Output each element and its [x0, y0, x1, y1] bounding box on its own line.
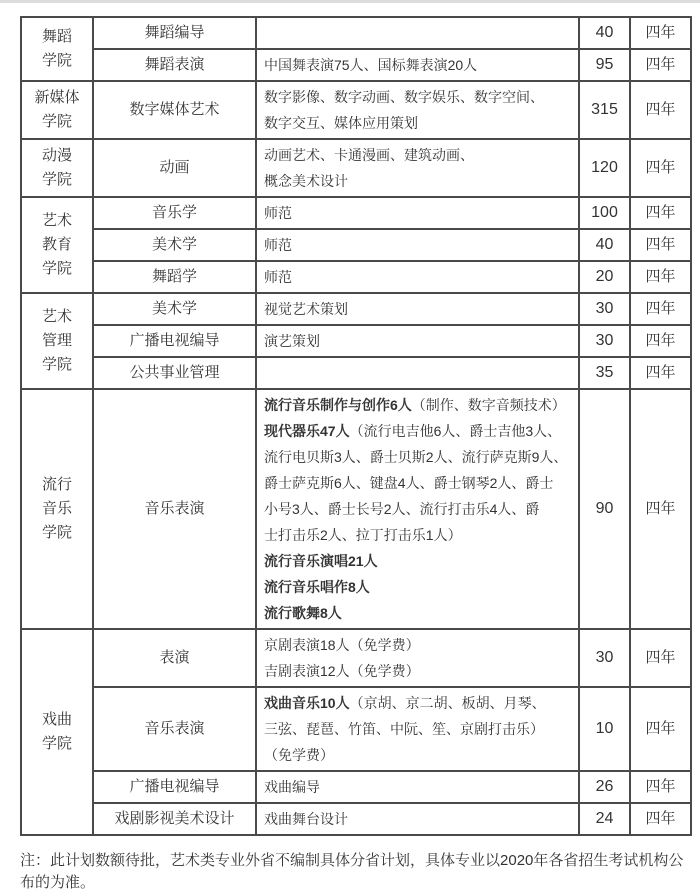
count-cell: 40 [579, 229, 630, 261]
count-cell: 24 [579, 803, 630, 835]
direction-segment: （京胡、京二胡、板胡、月琴、 [349, 695, 546, 711]
table-row [21, 49, 691, 81]
college-cell [21, 293, 93, 389]
college-cell [21, 197, 93, 293]
direction-segment: 爵士萨克斯6人、键盘4人、爵士钢琴2人、爵士 [264, 475, 554, 491]
duration-cell: 四年 [630, 357, 691, 389]
table-body [21, 17, 691, 835]
table-row [21, 197, 691, 229]
duration-cell: 四年 [630, 229, 691, 261]
direction-line [264, 200, 574, 226]
direction-segment: 流行电贝斯3人、爵士贝斯2人、流行萨克斯9人、 [264, 449, 568, 465]
direction-segment: 师范 [264, 237, 292, 253]
college-name-line: 舞蹈 [41, 28, 72, 45]
table-row [21, 17, 691, 49]
college-name-line: 学院 [41, 52, 72, 69]
direction-cell [256, 803, 579, 835]
direction-cell [256, 49, 579, 81]
direction-line [264, 632, 574, 658]
major-cell: 舞蹈学 [93, 261, 256, 293]
direction-line [264, 574, 574, 600]
count-cell: 100 [579, 197, 630, 229]
college-name-line: 学院 [41, 524, 72, 541]
duration-cell: 四年 [630, 389, 691, 629]
table-row [21, 629, 691, 687]
direction-cell [256, 17, 579, 49]
direction-cell [256, 261, 579, 293]
direction-line [264, 774, 574, 800]
direction-cell [256, 229, 579, 261]
duration-cell: 四年 [630, 81, 691, 139]
major-cell: 公共事业管理 [93, 357, 256, 389]
table-row [21, 389, 691, 629]
major-cell: 美术学 [93, 229, 256, 261]
direction-cell [256, 629, 579, 687]
major-cell: 舞蹈表演 [93, 49, 256, 81]
direction-segment-bold: 流行歌舞8人 [264, 605, 342, 621]
direction-cell [256, 325, 579, 357]
duration-cell: 四年 [630, 197, 691, 229]
table-row [21, 771, 691, 803]
major-cell: 戏剧影视美术设计 [93, 803, 256, 835]
direction-segment-bold: 流行音乐制作与创作6人 [264, 397, 412, 413]
direction-line [264, 742, 574, 768]
college-name-line: 艺术 [41, 212, 72, 229]
count-cell: 35 [579, 357, 630, 389]
duration-cell: 四年 [630, 771, 691, 803]
direction-cell [256, 357, 579, 389]
direction-line [264, 522, 574, 548]
direction-line [264, 690, 574, 716]
direction-line [264, 392, 574, 418]
direction-segment: 动画艺术、卡通漫画、建筑动画、 [264, 147, 474, 163]
footnote: 注：此计划数额待批，艺术类专业外省不编制具体分省计划，具体专业以2020年各省招生考试机构公布的为准。 [20, 852, 684, 891]
count-cell: 10 [579, 687, 630, 771]
count-cell: 95 [579, 49, 630, 81]
direction-segment: 士打击乐2人、拉丁打击乐1人） [264, 527, 462, 543]
duration-cell: 四年 [630, 293, 691, 325]
direction-line [264, 52, 574, 78]
direction-cell [256, 81, 579, 139]
college-name-line: 学院 [41, 260, 72, 277]
table-row [21, 229, 691, 261]
college-name-line: 流行 [41, 476, 72, 493]
major-cell: 广播电视编导 [93, 325, 256, 357]
count-cell: 20 [579, 261, 630, 293]
direction-line [264, 548, 574, 574]
direction-line [264, 328, 574, 354]
duration-cell: 四年 [630, 803, 691, 835]
admission-plan-table [20, 16, 692, 836]
count-cell: 315 [579, 81, 630, 139]
college-name-line: 学院 [41, 735, 72, 752]
direction-cell [256, 293, 579, 325]
major-cell: 表演 [93, 629, 256, 687]
count-cell: 26 [579, 771, 630, 803]
direction-cell [256, 771, 579, 803]
direction-line [264, 658, 574, 684]
table-row [21, 261, 691, 293]
table-row [21, 139, 691, 197]
count-cell: 30 [579, 629, 630, 687]
direction-segment: 数字影像、数字动画、数字娱乐、数字空间、 [264, 89, 544, 105]
college-name-line: 动漫 [41, 147, 72, 164]
duration-cell: 四年 [630, 687, 691, 771]
duration-cell: 四年 [630, 17, 691, 49]
direction-segment-bold: 戏曲音乐10人 [264, 695, 350, 711]
duration-cell: 四年 [630, 261, 691, 293]
major-cell: 舞蹈编导 [93, 17, 256, 49]
count-cell: 90 [579, 389, 630, 629]
direction-segment: 京剧表演18人（免学费） [264, 637, 420, 653]
direction-segment: （流行电吉他6人、爵士吉他3人、 [349, 423, 562, 439]
direction-cell [256, 687, 579, 771]
college-cell [21, 17, 93, 81]
direction-segment: 戏曲舞台设计 [264, 811, 348, 827]
direction-segment: 吉剧表演12人（免学费） [264, 663, 420, 679]
count-cell: 40 [579, 17, 630, 49]
direction-segment-bold: 流行音乐演唱21人 [264, 553, 378, 569]
major-cell: 数字媒体艺术 [93, 81, 256, 139]
direction-segment: （免学费） [264, 747, 334, 763]
college-name-line: 戏曲 [41, 711, 72, 728]
direction-cell [256, 389, 579, 629]
major-cell: 音乐表演 [93, 389, 256, 629]
direction-segment: 小号3人、爵士长号2人、流行打击乐4人、爵 [264, 501, 540, 517]
direction-line [264, 444, 574, 470]
direction-line [264, 264, 574, 290]
college-name-line: 学院 [41, 113, 72, 130]
direction-segment: 师范 [264, 269, 292, 285]
duration-cell: 四年 [630, 139, 691, 197]
direction-line [264, 470, 574, 496]
duration-cell: 四年 [630, 629, 691, 687]
college-cell [21, 81, 93, 139]
direction-line [264, 418, 574, 444]
table-row [21, 687, 691, 771]
direction-line [264, 84, 574, 110]
direction-line [264, 110, 574, 136]
college-name-line: 新媒体 [34, 89, 80, 106]
direction-segment: 中国舞表演75人、国标舞表演20人 [264, 57, 478, 73]
college-cell [21, 139, 93, 197]
direction-segment-bold: 流行音乐唱作8人 [264, 579, 370, 595]
direction-line [264, 600, 574, 626]
college-name-line: 音乐 [41, 500, 72, 517]
direction-segment: 戏曲编导 [264, 779, 320, 795]
duration-cell: 四年 [630, 325, 691, 357]
direction-segment: 数字交互、媒体应用策划 [264, 115, 418, 131]
top-edge-divider [0, 0, 700, 3]
table-row [21, 803, 691, 835]
college-name-line: 管理 [41, 332, 72, 349]
major-cell: 广播电视编导 [93, 771, 256, 803]
direction-segment: 演艺策划 [264, 333, 320, 349]
direction-segment: 三弦、琵琶、竹笛、中阮、笙、京剧打击乐） [264, 721, 544, 737]
direction-line [264, 806, 574, 832]
table-row [21, 357, 691, 389]
college-cell [21, 389, 93, 629]
table-row [21, 293, 691, 325]
direction-segment: （制作、数字音频技术） [411, 397, 566, 413]
count-cell: 30 [579, 293, 630, 325]
direction-cell [256, 197, 579, 229]
college-name-line: 学院 [41, 356, 72, 373]
college-name-line: 艺术 [41, 308, 72, 325]
duration-cell: 四年 [630, 49, 691, 81]
count-cell: 30 [579, 325, 630, 357]
direction-line [264, 716, 574, 742]
direction-segment-bold: 现代器乐47人 [264, 423, 350, 439]
table-row [21, 81, 691, 139]
direction-line [264, 168, 574, 194]
direction-cell [256, 139, 579, 197]
college-name-line: 学院 [41, 171, 72, 188]
direction-line [264, 496, 574, 522]
college-cell [21, 629, 93, 835]
college-name-line: 教育 [41, 236, 72, 253]
table-row [21, 325, 691, 357]
major-cell: 音乐学 [93, 197, 256, 229]
major-cell: 音乐表演 [93, 687, 256, 771]
direction-line [264, 296, 574, 322]
direction-line [264, 142, 574, 168]
direction-segment: 概念美术设计 [264, 173, 348, 189]
major-cell: 动画 [93, 139, 256, 197]
direction-segment: 师范 [264, 205, 292, 221]
major-cell: 美术学 [93, 293, 256, 325]
count-cell: 120 [579, 139, 630, 197]
direction-line [264, 232, 574, 258]
direction-segment: 视觉艺术策划 [264, 301, 348, 317]
